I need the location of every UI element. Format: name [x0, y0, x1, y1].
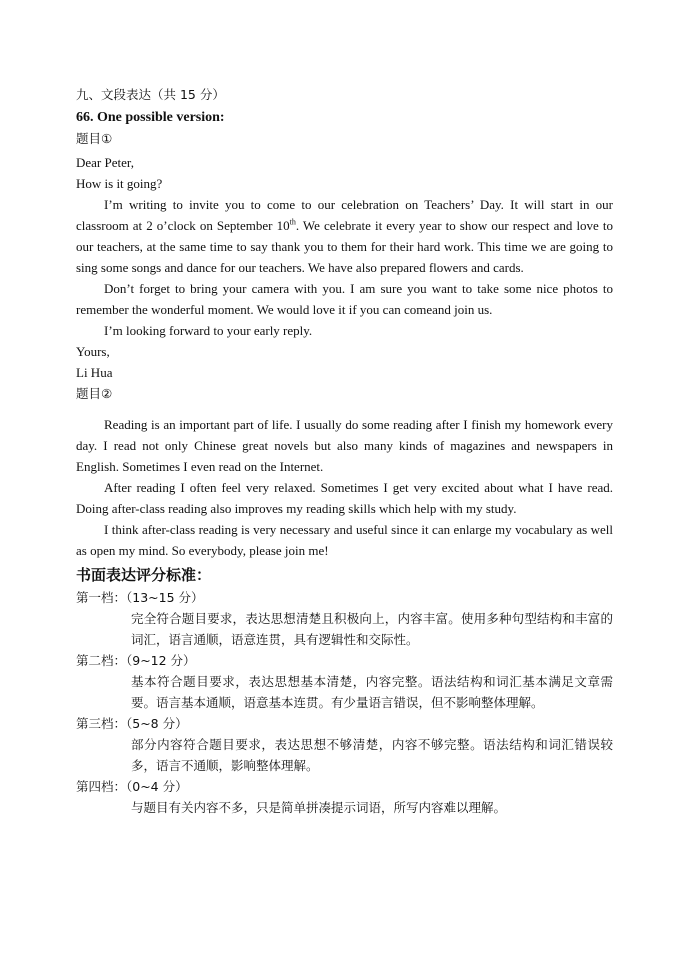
rubric-level-label: 第二档：（9~12 分） [76, 653, 196, 668]
rubric-level-label: 第三档：（5~8 分） [76, 716, 188, 731]
letter-paragraph-3: I’m looking forward to your early reply. [104, 323, 313, 338]
rubric-level [76, 713, 613, 776]
date-superscript: th [289, 217, 296, 227]
letter-greeting: How is it going? [76, 176, 163, 191]
rubric-title: 书面表达评分标准： [76, 566, 212, 584]
section-heading: 九、文段表达（共 15 分） [76, 87, 225, 102]
rubric-level-description: 基本符合题目要求，表达思想基本清楚，内容完整。语法结构和词汇基本满足文章需要。语言基本通顺，语意基本连贯。有少量语言错误，但不影响整体理解。 [131, 674, 613, 710]
version-heading: 66. One possible version: [76, 110, 225, 125]
letter [76, 152, 613, 383]
rubric-level-label: 第四档：（0~4 分） [76, 779, 188, 794]
rubric-level-label: 第一档：（13~15 分） [76, 590, 204, 605]
topic2-label: 题目② [76, 386, 113, 401]
essay-paragraph-3: I think after-class reading is very necessary and useful since it can enlarge my vocabulary as well as open my mind. So everybody, please join me! [76, 522, 613, 558]
letter-paragraph-1 [76, 194, 613, 278]
letter-closing: Yours, [76, 344, 110, 359]
letter-salutation: Dear Peter, [76, 155, 134, 170]
topic1-label: 题目① [76, 131, 113, 146]
rubric-level [76, 587, 613, 650]
spacer [76, 404, 613, 414]
essay-paragraph-1: Reading is an important part of life. I usually do some reading after I finish my homework every day. I read not only Chinese great novels but also many kinds of magazines and newspapers in English. Sometimes I even read on the Internet. [76, 417, 613, 474]
letter-paragraph-2: Don’t forget to bring your camera with you. I am sure you want to take some nice photos to remember the wonderful moment. We would love it if you can comeand join us. [76, 281, 613, 317]
essay [76, 414, 613, 561]
rubric-level-description: 部分内容符合题目要求，表达思想不够清楚，内容不够完整。语法结构和词汇错误较多，语言不通顺，影响整体理解。 [131, 737, 613, 773]
letter-paragraph-1-text-a: I’m writing to invite you to come to our celebration on Teachers’ Day. It will start in our classroom at 2 o’clock on September 10 [76, 197, 613, 233]
rubric-levels [76, 587, 613, 818]
rubric-level [76, 776, 613, 818]
essay-paragraph-2: After reading I often feel very relaxed. Sometimes I get very excited about what I have read. Doing after-class reading also improves my reading skills which help with my study. [76, 480, 613, 516]
rubric-level [76, 650, 613, 713]
letter-paragraph-1-text-b: . We celebrate it every year to show our respect and love to our teachers, at the same time to say thank you to them for their hard work. This time we are going to sing some songs and dance for our teachers. We have also prepared flowers and cards. [76, 218, 614, 275]
rubric-level-description: 完全符合题目要求，表达思想清楚且积极向上，内容丰富。使用多种句型结构和丰富的词汇，语言通顺，语意连贯，具有逻辑性和交际性。 [131, 611, 613, 647]
letter-signature: Li Hua [76, 365, 113, 380]
rubric-level-description: 与题目有关内容不多，只是简单拼凑提示词语，所写内容难以理解。 [131, 800, 507, 815]
